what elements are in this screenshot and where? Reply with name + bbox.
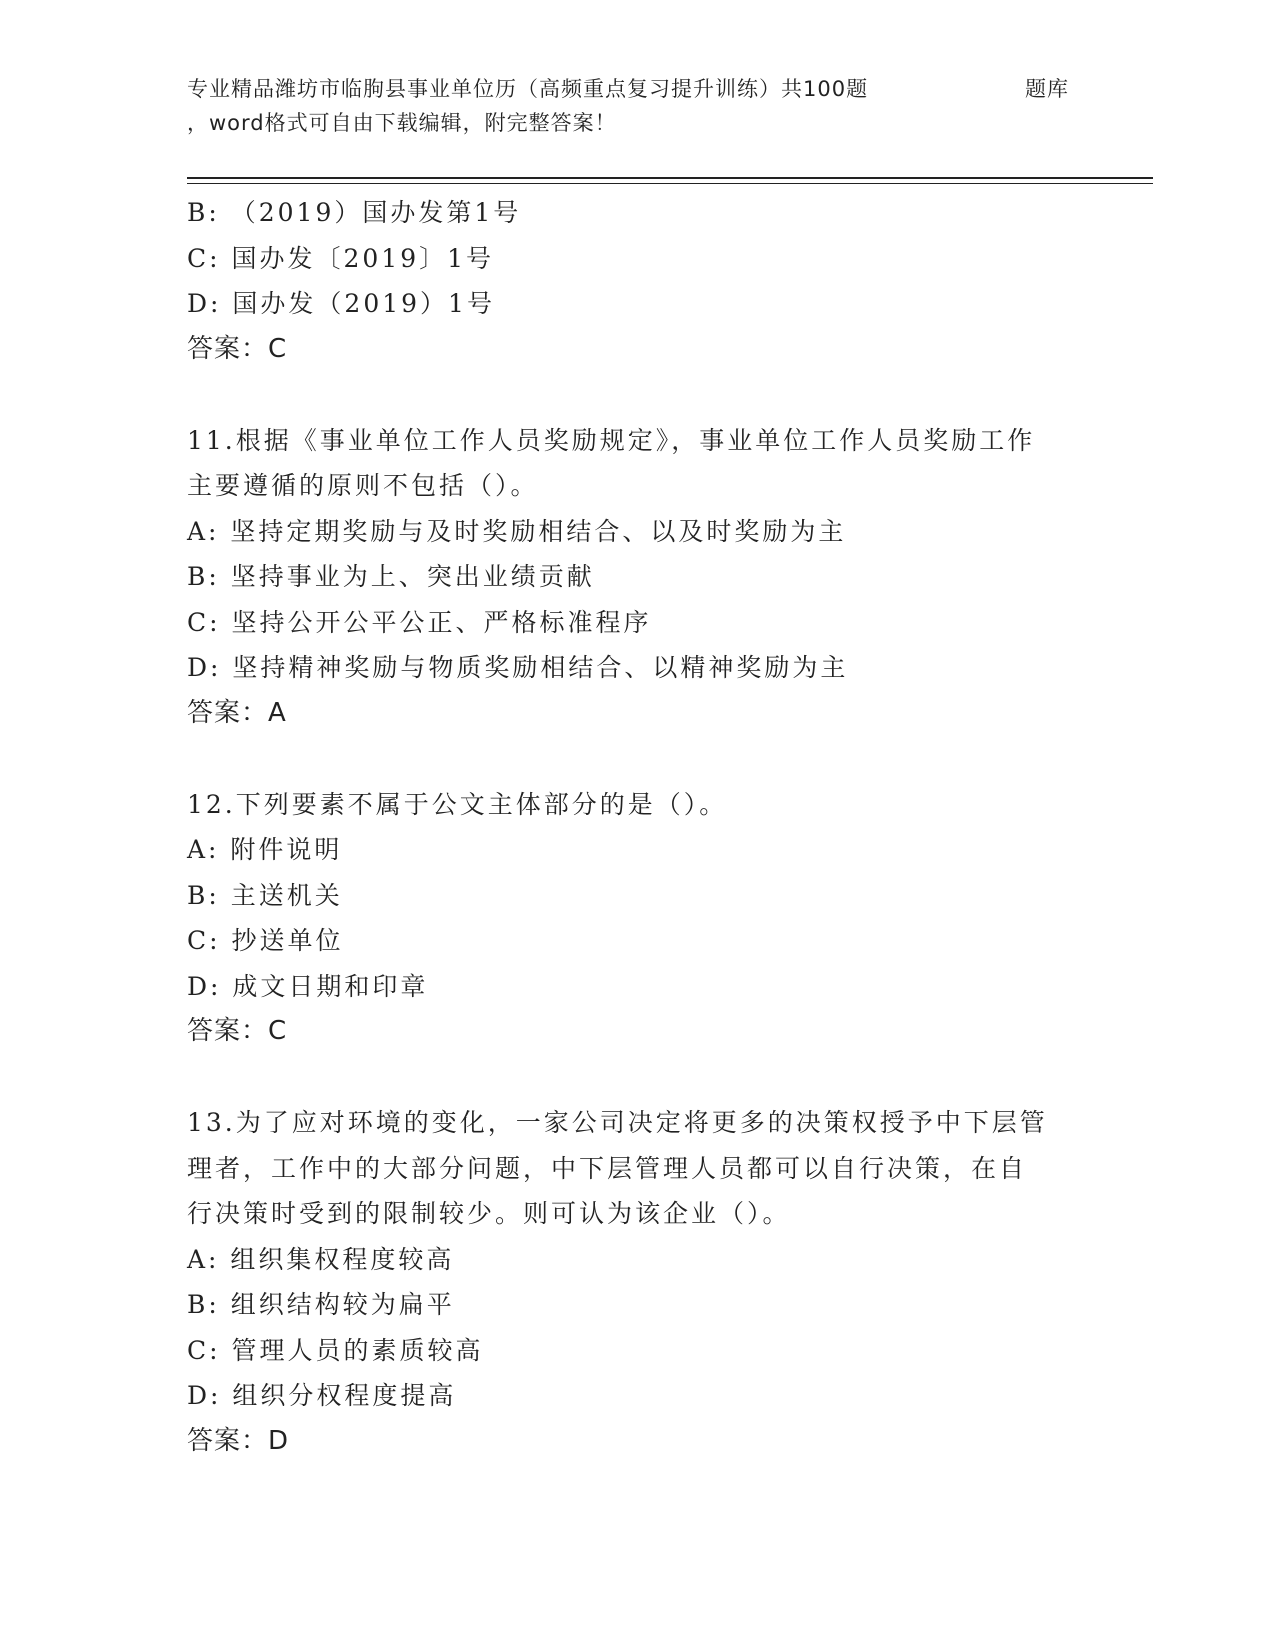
spacer: [187, 736, 1087, 782]
option-a: A: 附件说明: [187, 835, 343, 864]
option-a: A: 组织集权程度较高: [187, 1244, 455, 1274]
question-stem: 主要遵循的原则不包括（）。: [187, 471, 539, 500]
answer: 答案：A: [187, 697, 287, 728]
option-a: A: 坚持定期奖励与及时奖励相结合、以及时奖励为主: [187, 516, 847, 546]
question-stem: 理者，工作中的大部分问题，中下层管理人员都可以自行决策，在自: [187, 1153, 1028, 1183]
answer: 答案：C: [187, 1016, 288, 1046]
header-divider-thin: [187, 183, 1153, 184]
option-c: C: 坚持公开公平公正、严格标准程序: [187, 607, 652, 637]
option-b: B: 组织结构较为扁平: [187, 1290, 455, 1319]
document-title: 专业精品潍坊市临朐县事业单位历（高频重点复习提升训练）共100题: [187, 77, 869, 101]
option-d: D: 组织分权程度提高: [187, 1381, 457, 1410]
answer: 答案：C: [187, 333, 288, 364]
option-d: D: 国办发（2019）1号: [187, 289, 495, 318]
option-c: C: 国办发〔2019〕1号: [187, 243, 495, 273]
question-12: [187, 782, 1087, 1055]
spacer: [187, 372, 1087, 418]
question-stem: 11.根据《事业单位工作人员奖励规定》，事业单位工作人员奖励工作: [187, 425, 1036, 455]
spacer: [187, 1055, 1087, 1101]
option-b: B: 坚持事业为上、突出业绩贡献: [187, 562, 595, 591]
page-header: [187, 72, 1147, 142]
option-b: B: （2019）国办发第1号: [187, 198, 522, 227]
question-stem: 12.下列要素不属于公文主体部分的是（）。: [187, 789, 728, 819]
option-c: C: 抄送单位: [187, 926, 344, 955]
question-stem: 行决策时受到的限制较少。则可认为该企业（）。: [187, 1199, 791, 1228]
option-c: C: 管理人员的素质较高: [187, 1335, 484, 1365]
question-11: [187, 418, 1087, 737]
option-d: D: 成文日期和印章: [187, 971, 429, 1001]
question-stem: 13.为了应对环境的变化，一家公司决定将更多的决策权授予中下层管: [187, 1108, 1048, 1137]
question-list: [187, 190, 1087, 1464]
option-d: D: 坚持精神奖励与物质奖励相结合、以精神奖励为主: [187, 653, 849, 682]
document-subtitle: ，word格式可自由下载编辑，附完整答案！: [187, 111, 617, 135]
header-divider-thick: [187, 177, 1153, 179]
question-13: [187, 1100, 1087, 1464]
option-b: B: 主送机关: [187, 880, 343, 910]
header-tag: 题库: [1025, 77, 1069, 101]
question-10-continued: [187, 190, 1087, 372]
answer: 答案：D: [187, 1425, 290, 1456]
